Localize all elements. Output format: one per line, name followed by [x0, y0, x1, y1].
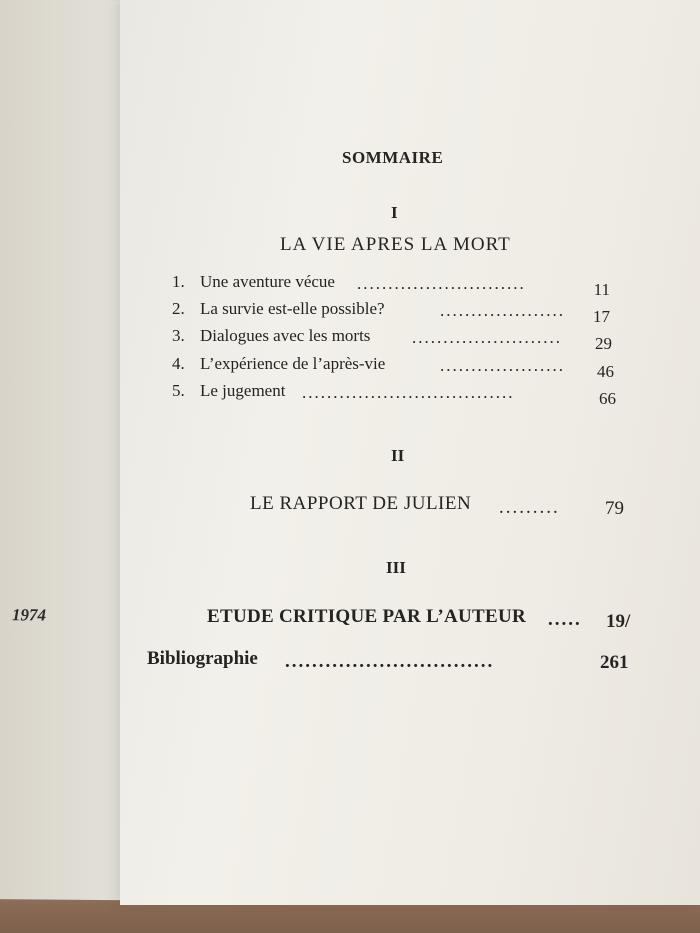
part-3-page-number: 19/ [606, 611, 631, 632]
entry-page-number: 11 [593, 280, 610, 299]
entry-leader-dots: .................... [440, 301, 565, 320]
entry-number: 5. [172, 381, 185, 400]
entry-page-number: 17 [593, 307, 610, 326]
entry-number: 2. [172, 299, 185, 318]
part-1-numeral: I [391, 203, 398, 222]
bibliography-label: Bibliographie [147, 648, 258, 669]
book-page [120, 0, 700, 905]
entry-label: L’expérience de l’après-vie [200, 354, 386, 373]
toc-entry [172, 299, 622, 325]
part-2-leader-dots: ......... [499, 497, 560, 518]
toc-title: SOMMAIRE [342, 148, 444, 167]
entry-leader-dots: .................................. [302, 383, 515, 402]
part-3-heading: ETUDE CRITIQUE PAR L’AUTEUR [207, 606, 527, 627]
bibliography-page-number: 261 [600, 652, 629, 673]
entry-number: 3. [172, 326, 185, 345]
toc-entry [172, 354, 622, 380]
part-3-numeral: III [386, 558, 406, 577]
entry-number: 1. [172, 272, 185, 291]
entry-page-number: 46 [597, 362, 614, 381]
entry-leader-dots: ........................... [357, 274, 526, 293]
entry-label: La survie est-elle possible? [200, 299, 385, 318]
entry-label: Une aventure vécue [200, 272, 335, 291]
toc-entry [172, 326, 622, 352]
bibliography-leader-dots: ............................... [285, 651, 495, 672]
entry-page-number: 29 [595, 334, 612, 353]
entry-label: Dialogues avec les morts [200, 326, 371, 345]
entry-label: Le jugement [200, 381, 286, 400]
entry-number: 4. [172, 354, 185, 373]
part-1-heading: LA VIE APRES LA MORT [280, 234, 511, 255]
toc-entry [172, 381, 622, 407]
entry-leader-dots: .................... [440, 356, 565, 375]
part-2-numeral: II [391, 446, 405, 465]
part-3-leader-dots: ..... [548, 609, 582, 630]
left-page-note: 1974 [12, 605, 46, 625]
toc-entry [172, 272, 622, 298]
part-2-heading: LE RAPPORT DE JULIEN [250, 493, 472, 514]
entry-page-number: 66 [599, 389, 616, 408]
entry-leader-dots: ........................ [412, 328, 562, 347]
part-2-page-number: 79 [605, 498, 624, 519]
